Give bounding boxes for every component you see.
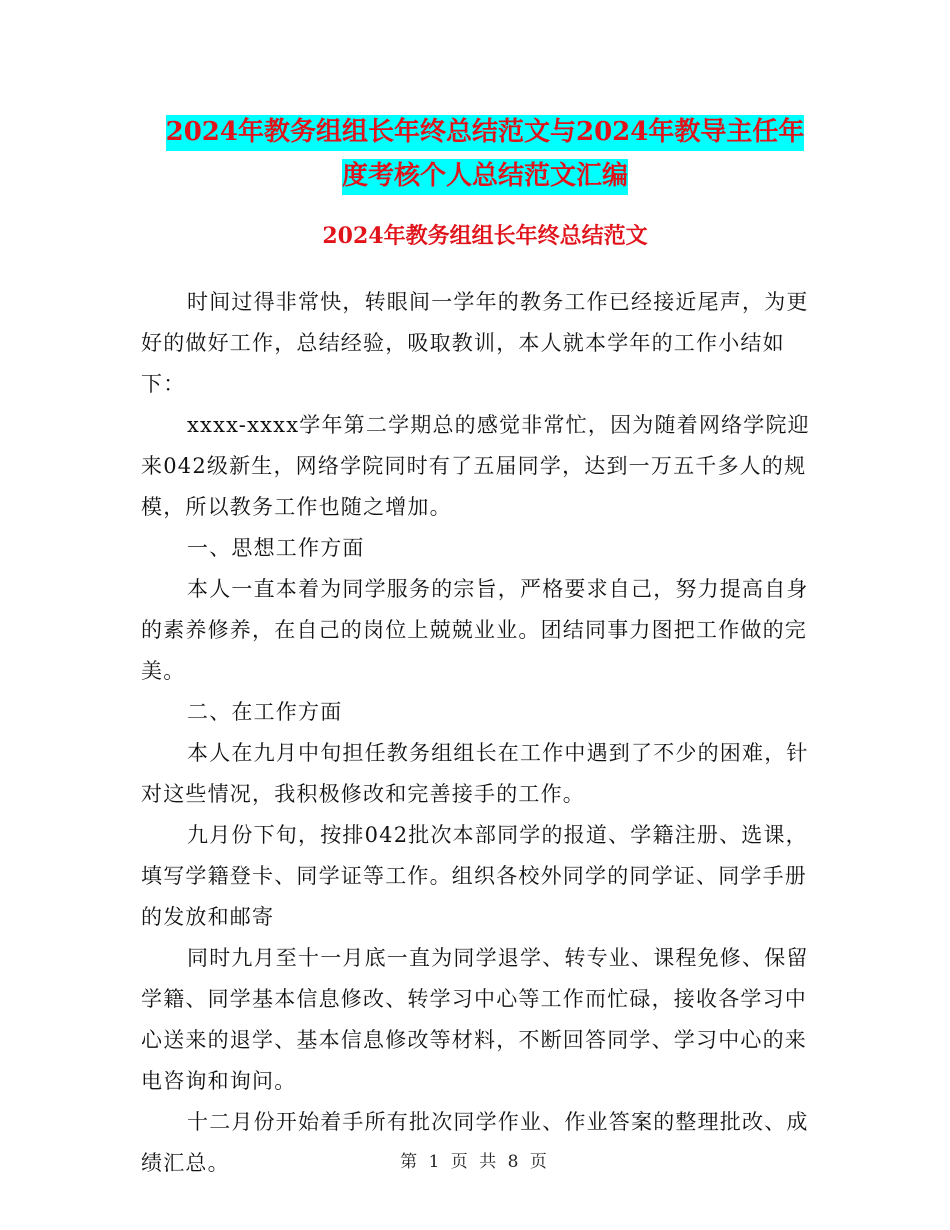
paragraph: 时间过得非常快，转眼间一学年的教务工作已经接近尾声，为更好的做好工作，总结经验，吸取教训，本人就本学年的工作小结如下： <box>141 290 809 396</box>
document-title-line-1 <box>140 108 830 156</box>
section-heading: 一、思想工作方面 <box>187 536 365 560</box>
paragraph: 本人在九月中旬担任教务组组长在工作中遇到了不少的困难，针对这些情况，我积极修改和完善接手的工作。 <box>141 741 809 806</box>
paragraph: 十二月份开始着手所有批次同学作业、作业答案的整理批改、成绩汇总。 <box>141 1110 809 1175</box>
section-heading: 二、在工作方面 <box>187 700 343 724</box>
paragraph: 九月份下旬，按排042批次本部同学的报道、学籍注册、选课，填写学籍登卡、同学证等工作。组织各校外同学的同学证、同学手册的发放和邮寄 <box>141 823 808 929</box>
section-title: 2024年教务组组长年终总结范文 <box>322 223 648 249</box>
page-footer: 第 1 页 共 8 页 <box>400 1152 550 1172</box>
paragraph: 本人一直本着为同学服务的宗旨，严格要求自己，努力提高自身的素养修养，在自己的岗位上兢兢业业。团结同事力图把工作做的完美。 <box>141 577 809 683</box>
document-title-line-2 <box>140 152 830 200</box>
paragraph: xxxx-xxxx学年第二学期总的感觉非常忙，因为随着网络学院迎来042级新生，网络学院同时有了五届同学，达到一万五千多人的规模，所以教务工作也随之增加。 <box>141 413 810 519</box>
paragraph: 同时九月至十一月底一直为同学退学、转专业、课程免修、保留学籍、同学基本信息修改、转学习中心等工作而忙碌，接收各学习中心送来的退学、基本信息修改等材料，不断回答同学、学习中心的来电咨询和询问。 <box>141 946 809 1093</box>
document-title-highlight: 2024年教务组组长年终总结范文与2024年教导主任年 <box>166 115 805 151</box>
document-title-highlight: 度考核个人总结范文汇编 <box>342 159 628 195</box>
body-text <box>141 282 821 1184</box>
